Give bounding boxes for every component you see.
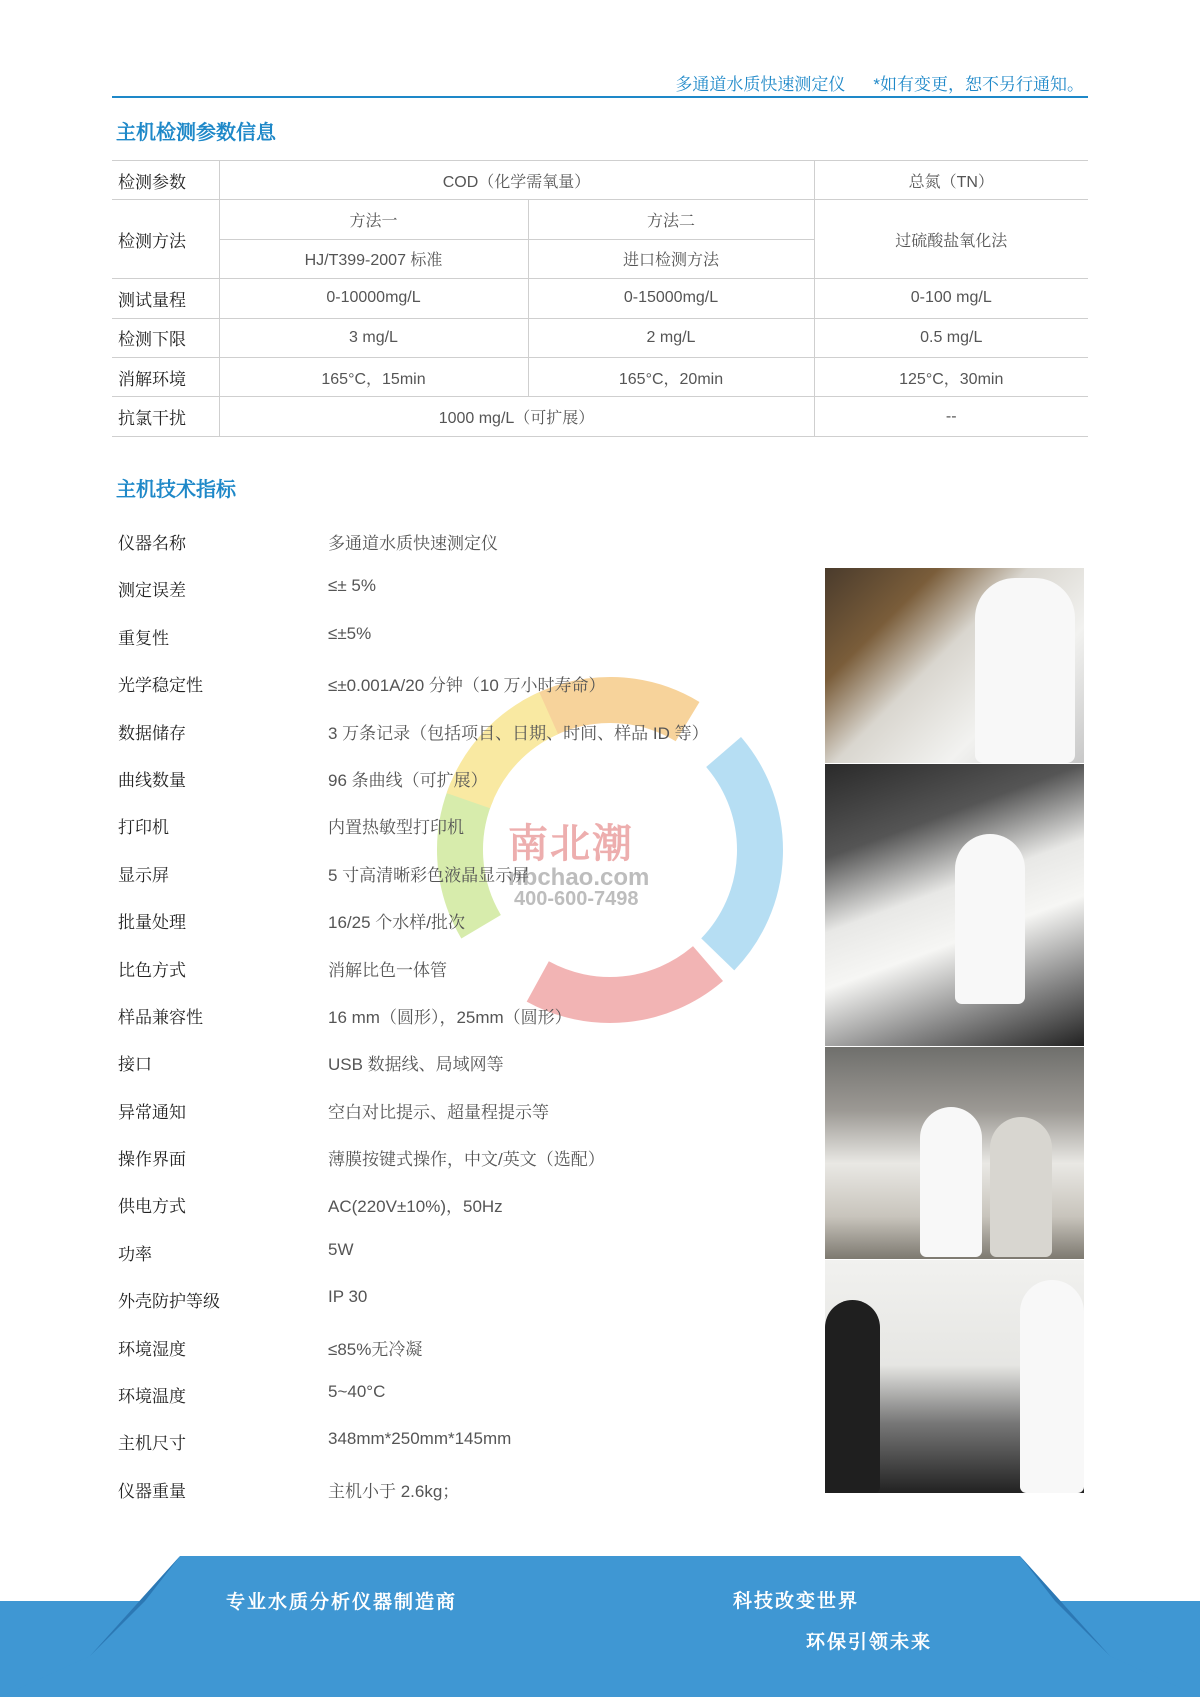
- lab-photo-team: [825, 1047, 1084, 1260]
- spec-value: 3 万条记录（包括项目、日期、时间、样品 ID 等）: [328, 723, 709, 743]
- list-item: [118, 1133, 818, 1180]
- list-item: [118, 1417, 818, 1464]
- spec-value: 16/25 个水样/批次: [328, 913, 465, 933]
- spec-label: 环境温度: [118, 1387, 186, 1407]
- spec-value: 5 寸高清晰彩色液晶显示屏: [328, 865, 530, 885]
- list-item: [118, 1465, 818, 1512]
- spec-label: 批量处理: [118, 913, 186, 933]
- spec-label: 环境湿度: [118, 1339, 186, 1359]
- table-row: [112, 318, 1088, 357]
- section-title-tech-specs: 主机技术指标: [116, 479, 236, 501]
- spec-label: 数据储存: [118, 723, 186, 743]
- photo-figure: [975, 578, 1075, 763]
- list-item: [118, 991, 818, 1038]
- photo-figure: [1020, 1280, 1084, 1493]
- list-item: [118, 1370, 818, 1417]
- table-row: [112, 357, 1088, 396]
- list-item: [118, 659, 818, 706]
- footer-slogan-environment: 环保引领未来: [806, 1631, 933, 1653]
- row-label-digest: 消解环境: [112, 357, 219, 396]
- spec-label: 接口: [118, 1055, 152, 1075]
- spec-value: 薄膜按键式操作，中文/英文（选配）: [328, 1150, 605, 1170]
- list-item: [118, 801, 818, 848]
- list-item: [118, 1228, 818, 1275]
- watermark-url: nbchao.com: [508, 864, 650, 891]
- spec-label: 显示屏: [118, 865, 169, 885]
- cell-method-1: 方法一: [219, 200, 528, 239]
- watermark-brand: 南北潮: [508, 822, 634, 866]
- list-item: [118, 612, 818, 659]
- footer-slogan-technology: 科技改变世界: [733, 1590, 860, 1612]
- page-header: [112, 68, 1088, 98]
- list-item: [118, 849, 818, 896]
- tech-specs-list: [118, 517, 818, 1512]
- lab-photo-field-test: [825, 1260, 1084, 1494]
- cell-method-1-detail: HJ/T399-2007 标准: [219, 239, 528, 278]
- row-label-method: 检测方法: [112, 200, 219, 279]
- spec-value: 内置热敏型打印机: [328, 818, 464, 838]
- cell-range-2: 0-15000mg/L: [528, 279, 814, 318]
- cell-limit-1: 3 mg/L: [219, 318, 528, 357]
- spec-label: 主机尺寸: [118, 1434, 186, 1454]
- cell-digest-tn: 125°C，30min: [814, 357, 1088, 396]
- list-item: [118, 1086, 818, 1133]
- spec-value: 5~40°C: [328, 1382, 386, 1402]
- lab-photo-instruments: [825, 764, 1084, 1047]
- spec-value: 5W: [328, 1239, 354, 1259]
- spec-label: 测定误差: [118, 581, 186, 601]
- cell-range-1: 0-10000mg/L: [219, 279, 528, 318]
- cell-method-2: 方法二: [528, 200, 814, 239]
- spec-label: 外壳防护等级: [118, 1292, 220, 1312]
- photo-figure: [955, 834, 1025, 1004]
- spec-value: IP 30: [328, 1287, 368, 1307]
- row-label-range: 测试量程: [112, 279, 219, 318]
- spec-value: ≤± 5%: [328, 576, 376, 596]
- row-label-param: 检测参数: [112, 161, 219, 200]
- table-row: [112, 397, 1088, 436]
- spec-value: AC(220V±10%)，50Hz: [328, 1197, 503, 1217]
- list-item: [118, 1323, 818, 1370]
- table-row: [112, 161, 1088, 200]
- cell-digest-2: 165°C，20min: [528, 357, 814, 396]
- list-item: [118, 1038, 818, 1085]
- footer-banner: [0, 1556, 1200, 1697]
- cell-chloride-tn: --: [814, 397, 1088, 436]
- spec-value: 多通道水质快速测定仪: [328, 534, 498, 553]
- cell-range-tn: 0-100 mg/L: [814, 279, 1088, 318]
- list-item: [118, 564, 818, 611]
- spec-label: 操作界面: [118, 1150, 186, 1170]
- spec-label: 重复性: [118, 628, 169, 648]
- table-row: [112, 200, 1088, 239]
- detection-params-table: [112, 160, 1088, 437]
- spec-value: 348mm*250mm*145mm: [328, 1429, 512, 1449]
- photo-figure: [825, 1300, 880, 1493]
- list-item: [118, 1275, 818, 1322]
- cell-limit-tn: 0.5 mg/L: [814, 318, 1088, 357]
- spec-label: 曲线数量: [118, 770, 186, 790]
- spec-label: 供电方式: [118, 1197, 186, 1217]
- watermark-phone: 400-600-7498: [514, 888, 639, 910]
- table-row: [112, 279, 1088, 318]
- spec-value: 空白对比提示、超量程提示等: [328, 1102, 549, 1122]
- spec-value: 16 mm（圆形），25mm（圆形）: [328, 1007, 572, 1027]
- spec-value: 96 条曲线（可扩展）: [328, 770, 488, 790]
- row-label-chloride: 抗氯干扰: [112, 397, 219, 436]
- cell-method-2-detail: 进口检测方法: [528, 239, 814, 278]
- cell-tn: 总氮（TN）: [814, 161, 1088, 200]
- spec-value: 主机小于 2.6kg；: [328, 1481, 460, 1501]
- spec-value: ≤85%无冷凝: [328, 1339, 423, 1359]
- list-item: [118, 1180, 818, 1227]
- spec-label: 功率: [118, 1244, 152, 1264]
- list-item: [118, 896, 818, 943]
- row-label-limit: 检测下限: [112, 318, 219, 357]
- list-item: [118, 517, 818, 564]
- spec-label: 仪器名称: [118, 534, 186, 553]
- cell-digest-1: 165°C，15min: [219, 357, 528, 396]
- header-text: [675, 70, 1084, 95]
- spec-label: 异常通知: [118, 1102, 186, 1122]
- spec-label: 比色方式: [118, 960, 186, 980]
- list-item: [118, 754, 818, 801]
- spec-label: 打印机: [118, 818, 169, 838]
- header-notice: *如有变更，恕不另行通知。: [873, 75, 1084, 94]
- spec-label: 光学稳定性: [118, 676, 203, 696]
- footer-slogan-manufacturer: 专业水质分析仪器制造商: [226, 1591, 458, 1613]
- lab-photo-technician: [825, 568, 1084, 764]
- spec-value: 消解比色一体管: [328, 960, 447, 980]
- spec-value: ≤±0.001A/20 分钟（10 万小时寿命）: [328, 676, 606, 696]
- section-title-detection-params: 主机检测参数信息: [116, 122, 276, 144]
- cell-limit-2: 2 mg/L: [528, 318, 814, 357]
- spec-label: 仪器重量: [118, 1481, 186, 1501]
- list-item: [118, 707, 818, 754]
- photo-figure: [920, 1107, 982, 1257]
- header-product-name: 多通道水质快速测定仪: [675, 75, 846, 94]
- lab-photo-column: [825, 568, 1084, 1494]
- cell-tn-method: 过硫酸盐氧化法: [814, 200, 1088, 279]
- spec-value: USB 数据线、局域网等: [328, 1055, 504, 1075]
- cell-cod: COD（化学需氧量）: [219, 161, 814, 200]
- spec-value: ≤±5%: [328, 623, 372, 643]
- cell-chloride-cod: 1000 mg/L（可扩展）: [219, 397, 814, 436]
- spec-label: 样品兼容性: [118, 1007, 203, 1027]
- photo-figure: [990, 1117, 1052, 1257]
- list-item: [118, 944, 818, 991]
